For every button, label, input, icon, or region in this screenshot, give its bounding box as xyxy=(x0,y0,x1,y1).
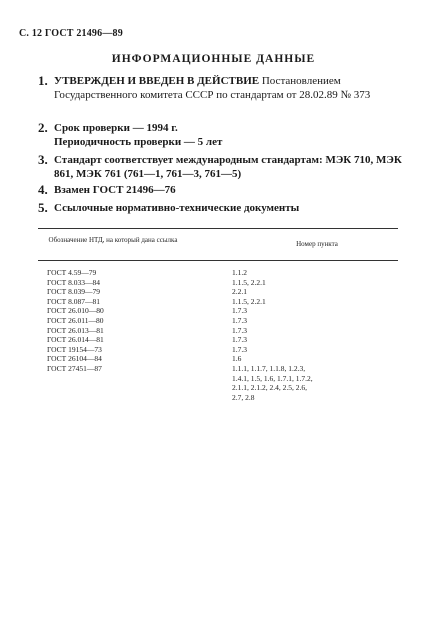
page-header: С. 12 ГОСТ 21496—89 xyxy=(19,28,123,39)
table-row-doc: ГОСТ 8.033—84 xyxy=(47,277,100,287)
table-row-clause-continued: 2.7, 2.8 xyxy=(232,392,255,402)
table-row-doc: ГОСТ 27451—87 xyxy=(47,364,102,373)
table-row-doc: ГОСТ 26.013—81 xyxy=(47,325,104,335)
table-row-doc: ГОСТ 8.087—81 xyxy=(47,296,100,306)
info-item-3 xyxy=(38,153,409,181)
table-row-clause: 2.2.1 xyxy=(232,287,247,297)
item-text xyxy=(54,121,409,149)
table-row-doc: ГОСТ 26.011—80 xyxy=(47,316,104,325)
table-header-clauses: Номер пункта xyxy=(296,240,338,248)
info-item-1 xyxy=(38,74,409,102)
table-row-clause: 1.7.3 xyxy=(232,325,247,335)
table-row-doc: ГОСТ 26.010—80 xyxy=(47,306,104,316)
table-row-clause-continued: 1.4.1, 1.5, 1.6, 1.7.1, 1.7.2, xyxy=(232,373,313,383)
table-row-doc: ГОСТ 19154—73 xyxy=(47,344,102,354)
table-top-rule xyxy=(38,228,398,229)
item-line-2: Периодичность проверки — 5 лет xyxy=(54,136,223,148)
page-title: ИНФОРМАЦИОННЫЕ ДАННЫЕ xyxy=(111,53,316,65)
info-item-4 xyxy=(38,183,409,197)
table-row-clause: 1.7.3 xyxy=(232,316,247,325)
table-row-clause: 1.6 xyxy=(232,354,242,364)
item-text: Взамен ГОСТ 21496—76 xyxy=(54,184,176,196)
item-rest: Постановлением Государственного комитета СССР по стандартам от 28.02.89 № 373 xyxy=(54,75,371,101)
table-row-clause: 1.1.5, 2.2.1 xyxy=(232,296,266,306)
table-row-clause: 1.7.3 xyxy=(232,306,247,316)
item-text: Стандарт соответствует международным стандартам: МЭК 710, МЭК 861, МЭК 761 (761—1, 761—3, 761—5) xyxy=(54,154,402,180)
item-text xyxy=(54,74,409,102)
table-row-clause: 1.7.3 xyxy=(232,344,247,354)
item-number: 5. xyxy=(38,200,48,215)
table-header-rule xyxy=(38,260,398,261)
item-text: Ссылочные нормативно-технические документы xyxy=(54,202,300,214)
info-item-5 xyxy=(38,201,409,215)
item-number: 3. xyxy=(38,152,48,167)
table-row-clause: 1.1.2 xyxy=(232,268,247,277)
table-header-documents: Обозначение НТД, на который дана ссылка xyxy=(48,236,178,244)
table-row-clause: 1.7.3 xyxy=(232,335,247,345)
info-item-2 xyxy=(38,121,409,149)
item-number: 1. xyxy=(38,73,48,88)
table-row-doc: ГОСТ 8.039—79 xyxy=(47,287,100,297)
table-row-clause: 1.1.1, 1.1.7, 1.1.8, 1.2.3, xyxy=(232,364,306,373)
item-line-1: Срок проверки — 1994 г. xyxy=(54,122,178,134)
table-row-doc: ГОСТ 4.59—79 xyxy=(47,268,97,277)
item-number: 4. xyxy=(38,182,48,197)
item-lead: УТВЕРЖДЕН И ВВЕДЕН В ДЕЙСТВИЕ xyxy=(54,75,260,87)
table-row-clause: 1.1.5, 2.2.1 xyxy=(232,277,266,287)
table-row-clause-continued: 2.1.1, 2.1.2, 2.4, 2.5, 2.6, xyxy=(232,383,307,393)
table-row-doc: ГОСТ 26104—84 xyxy=(47,354,102,364)
table-row-doc: ГОСТ 26.014—81 xyxy=(47,335,104,345)
item-number: 2. xyxy=(38,120,48,135)
